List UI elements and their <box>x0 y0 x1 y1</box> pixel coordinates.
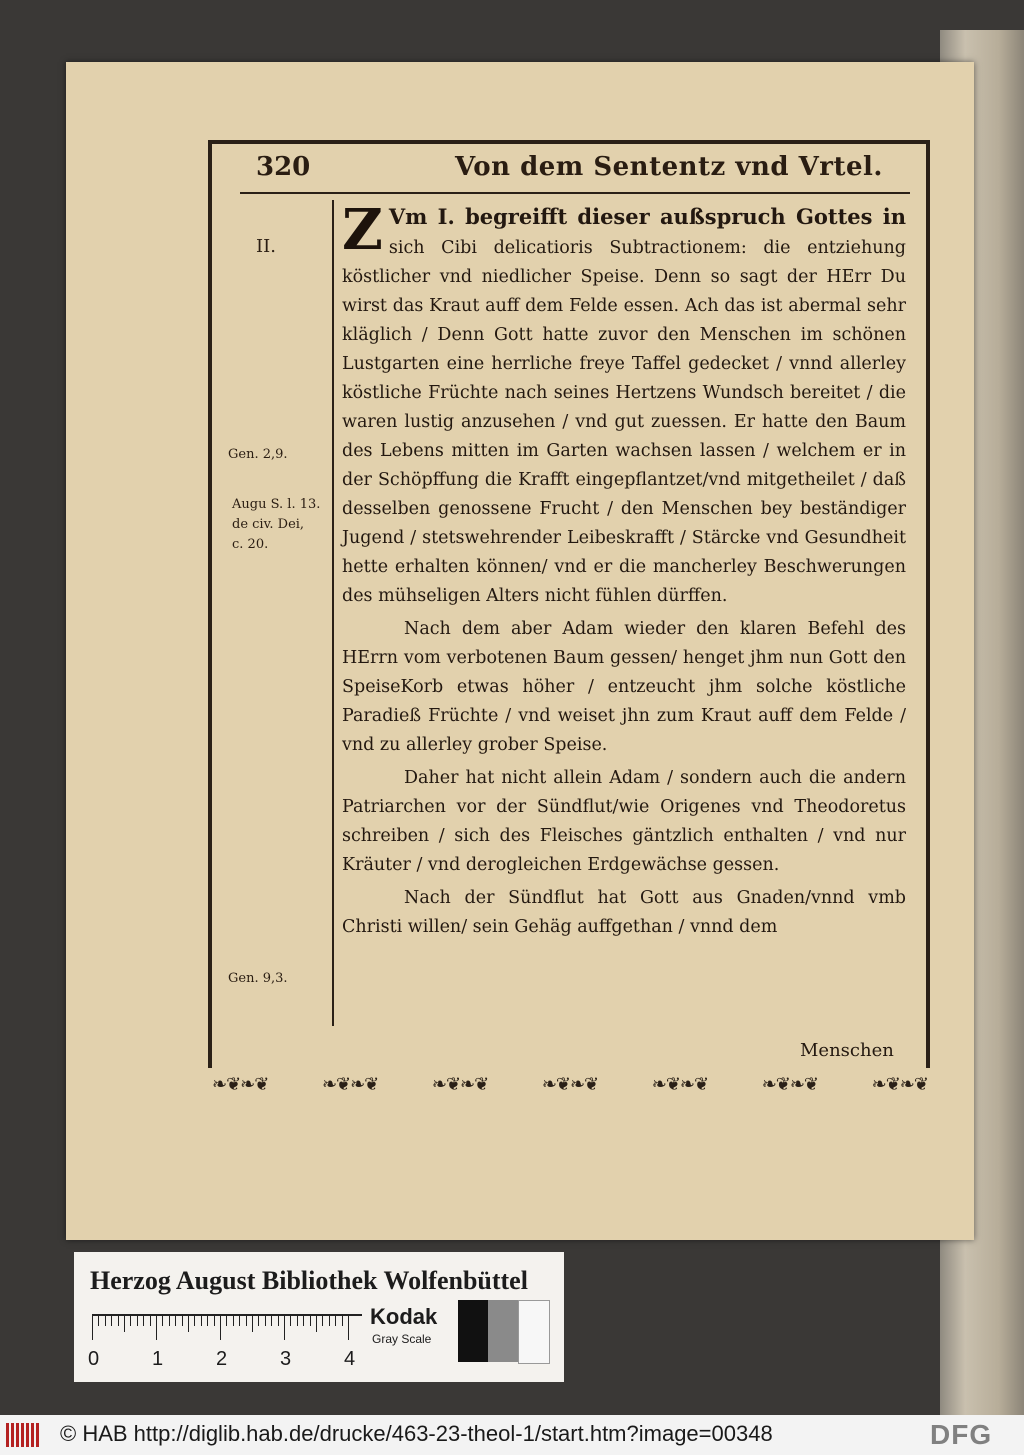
ruler-tick <box>98 1316 99 1326</box>
drop-cap: Z <box>342 197 383 263</box>
margin-note-ref: Gen. 9,3. <box>228 971 288 986</box>
margin-note-ref: Augu S. l. 13. <box>232 497 321 512</box>
ruler-tick <box>169 1316 170 1326</box>
ornament-icon: ❧❦❧❦ <box>651 1074 709 1095</box>
frame-right-border <box>926 140 930 1068</box>
library-name: Herzog August Bibliothek Wolfenbüttel <box>90 1266 528 1295</box>
ruler-tick <box>233 1316 234 1326</box>
ruler-tick <box>348 1316 349 1340</box>
paragraph: Daher hat nicht allein Adam / sondern auch die andern Patriarchen vor der Sündflut/wie Origenes vnd Theodoretus schreiben / sich des Fleisches gäntzlich enthalten / vnd nur Kräuter / vnd derogleichen Erdgewächse gessen. <box>342 768 906 875</box>
gray-scale-label: Gray Scale <box>372 1332 432 1346</box>
hab-logo-icon <box>6 1423 42 1447</box>
ruler-tick <box>342 1316 343 1326</box>
swatch-white <box>518 1300 550 1364</box>
frame-left-border <box>208 140 212 1068</box>
ruler-tick <box>207 1316 208 1326</box>
ornament-icon: ❧❦❧❦ <box>541 1074 599 1095</box>
margin-column-rule <box>332 200 334 1026</box>
ruler-tick <box>258 1316 259 1326</box>
ruler-number: 3 <box>280 1348 292 1370</box>
margin-note-ref: Gen. 2,9. <box>228 447 288 462</box>
ruler-tick <box>271 1316 272 1326</box>
copyright-link[interactable]: © HAB http://diglib.hab.de/drucke/463-23-theol-1/start.htm?image=00348 <box>60 1421 773 1446</box>
ruler-tick <box>290 1316 291 1326</box>
ruler-tick <box>105 1316 106 1326</box>
main-text <box>342 197 906 946</box>
ruler-tick <box>156 1316 157 1340</box>
ruler-tick <box>226 1316 227 1326</box>
page-header <box>240 152 910 192</box>
ruler-tick <box>335 1316 336 1326</box>
dfg-logo: DFG <box>930 1419 993 1450</box>
ruler-tick <box>246 1316 247 1326</box>
ruler-tick <box>265 1316 266 1326</box>
ruler-number: 0 <box>88 1348 100 1370</box>
ruler-tick <box>322 1316 323 1326</box>
ruler-tick <box>220 1316 221 1340</box>
ruler-tick <box>303 1316 304 1326</box>
ruler-number: 2 <box>216 1348 228 1370</box>
ruler-tick <box>329 1316 330 1326</box>
ruler-numbers <box>88 1348 368 1372</box>
ruler-tick <box>150 1316 151 1326</box>
ornament-icon: ❧❦❧❦ <box>871 1074 928 1095</box>
ornament-icon: ❧❦❧❦ <box>431 1074 489 1095</box>
ruler-tick <box>162 1316 163 1326</box>
ruler-tick <box>214 1316 215 1326</box>
ruler-tick <box>124 1316 125 1332</box>
swatch-black <box>458 1300 488 1362</box>
frame-top-border <box>208 140 930 144</box>
paragraph: Nach der Sündflut hat Gott aus Gnaden/vnnd vmb Christi willen/ sein Gehäg auffgethan / vnnd dem <box>342 888 906 937</box>
first-line: Vm I. begreifft dieser außspruch Gottes in <box>388 204 906 229</box>
ruler <box>92 1314 362 1342</box>
ruler-tick <box>118 1316 119 1326</box>
ruler-tick <box>143 1316 144 1326</box>
paragraph-text: sich Cibi delicatioris Subtractionem: die entziehung köstlicher vnd niedlicher Speise. Denn so sagt der HErr Du wirst das Kraut auff dem Felde essen. Ach das ist abermal sehr kläglich / Denn Gott hatte zuvor den Menschen im schönen Lustgarten eine herrliche freye Taffel gedecket / vnnd allerley köstliche Früchte nach seines Hertzens Wundsch bereitet / die waren lustig anzusehen / vnd gut zuessen. Er hatte den Baum des Lebens mitten im Garten wachsen lassen / welchem er in der Schöpffung die Krafft eingepflantzet/vnd mitgetheilet / daß desselben genossene Frucht / den Menschen bey beständiger Jugend / stetswehrender Leibeskrafft / Stärcke vnd Gesundheit hette erhalten können/ vnd er die mancherley Beschwerungen des mühseligen Alters nicht fühlen dürffen. <box>342 238 906 606</box>
ruler-tick <box>252 1316 253 1332</box>
ornament-icon: ❧❦❧❦ <box>321 1074 379 1095</box>
ruler-number: 1 <box>152 1348 164 1370</box>
paragraph <box>342 197 906 611</box>
ruler-tick <box>316 1316 317 1332</box>
ruler-tick <box>194 1316 195 1326</box>
ruler-tick <box>130 1316 131 1326</box>
ruler-tick <box>182 1316 183 1326</box>
ornament-icon: ❧❦❧❦ <box>212 1074 269 1095</box>
ruler-tick <box>188 1316 189 1332</box>
ruler-tick <box>297 1316 298 1326</box>
page-number: 320 <box>256 152 311 182</box>
color-reference-card <box>74 1252 564 1382</box>
margin-note-ref: de civ. Dei, <box>232 517 305 532</box>
paragraph: Nach dem aber Adam wieder den klaren Befehl des HErrn vom verbotenen Baum gessen/ henget jhm nun Gott den SpeiseKorb etwas höher / entzeucht jhm solche köstliche Paradieß Früchte / vnd weiset jhn zum Kraut auff dem Felde / vnd zu allerley grober Speise. <box>342 619 906 755</box>
ruler-tick <box>278 1316 279 1326</box>
ruler-tick <box>111 1316 112 1326</box>
ruler-tick <box>175 1316 176 1326</box>
swatch-gray <box>488 1300 518 1362</box>
ruler-tick <box>92 1316 93 1340</box>
ruler-tick <box>201 1316 202 1326</box>
ornament-border <box>212 1074 928 1096</box>
ruler-tick <box>137 1316 138 1326</box>
ruler-tick <box>310 1316 311 1326</box>
margin-note-section: II. <box>256 236 276 257</box>
running-head: Von dem Sententz vnd Vrtel. <box>455 152 883 182</box>
margin-note-ref: c. 20. <box>232 537 269 552</box>
ruler-number: 4 <box>344 1348 356 1370</box>
footer-bar <box>0 1415 1024 1455</box>
ruler-tick <box>284 1316 285 1340</box>
header-rule <box>240 192 910 194</box>
ruler-tick <box>239 1316 240 1326</box>
kodak-logo: Kodak <box>370 1304 438 1329</box>
catchword: Menschen <box>800 1040 894 1061</box>
ornament-icon: ❧❦❧❦ <box>761 1074 819 1095</box>
